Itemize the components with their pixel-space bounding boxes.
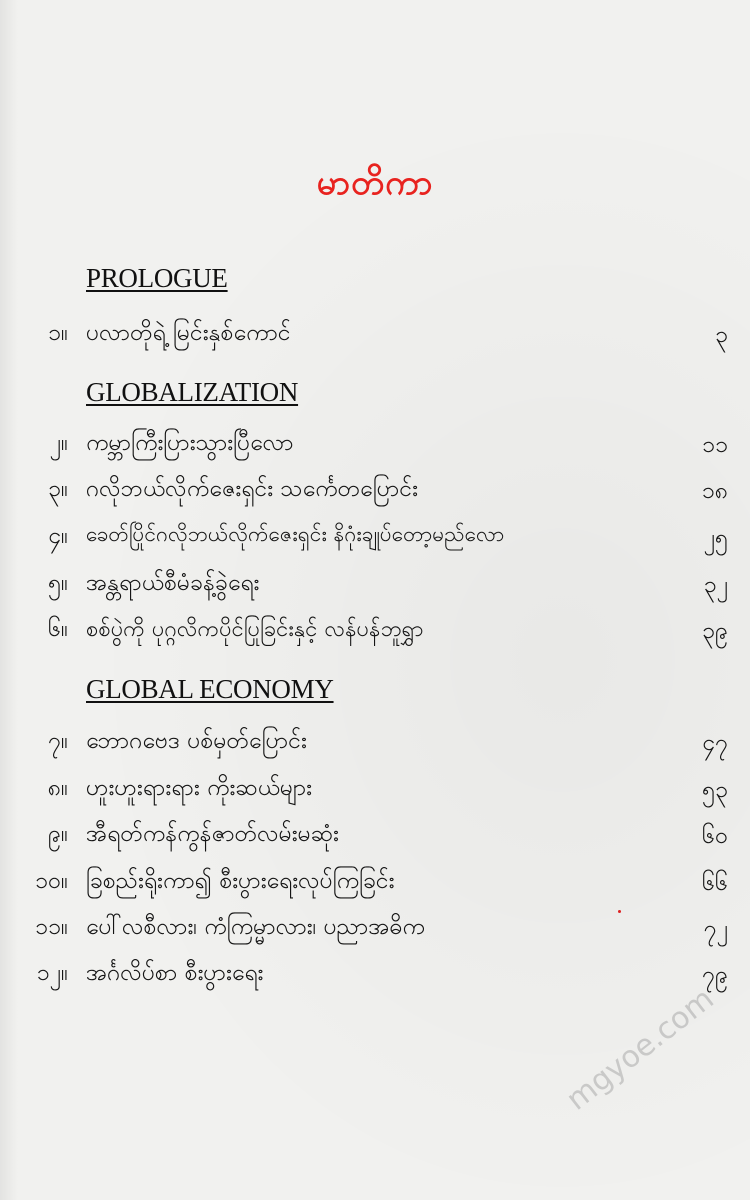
entry-title: အီရတ်ကန်ကွန်ဇာတ်လမ်းမဆုံး xyxy=(86,821,339,847)
entry-title: ဂလိုဘယ်လိုက်ဇေးရှင်း သင်္ကေတပြောင်း xyxy=(86,476,418,502)
ink-speck xyxy=(618,910,621,913)
toc-entry[interactable] xyxy=(0,726,750,770)
entry-page-number: ၁၁ xyxy=(702,432,728,458)
entry-title: ပလာတိုရဲ့ မြင်းနှစ်ကောင် xyxy=(86,320,291,346)
entry-number: ၉။ xyxy=(48,821,68,847)
entry-page-number: ၇၉ xyxy=(702,962,728,988)
entry-number: ၄။ xyxy=(48,523,68,549)
entry-title: ကမ္ဘာကြီးပြားသွားပြီလော xyxy=(86,430,294,456)
entry-page-number: ၃ xyxy=(715,322,728,348)
entry-title: ခြစည်းရိုးကာ၍ စီးပွားရေးလုပ်ကြခြင်း xyxy=(86,868,395,894)
entry-title: စစ်ပွဲကို ပုဂ္ဂလိကပိုင်ပြုခြင်းနှင့် လန်ပန်ဘူရွှာ xyxy=(86,617,424,642)
entry-number: ၃။ xyxy=(48,476,68,502)
entry-number: ၆။ xyxy=(48,616,68,642)
toc-entry[interactable] xyxy=(0,958,750,1002)
toc-entry[interactable] xyxy=(0,428,750,472)
entry-number: ၇။ xyxy=(48,728,68,754)
toc-entry[interactable] xyxy=(0,773,750,817)
toc-entry[interactable] xyxy=(0,614,750,658)
entry-page-number: ၆၀ xyxy=(702,823,728,849)
entry-page-number: ၁၈ xyxy=(701,478,728,504)
entry-page-number: ၇၂ xyxy=(703,916,728,942)
section-heading-global-economy: GLOBAL ECONOMY xyxy=(86,674,334,704)
toc-entry[interactable] xyxy=(0,318,750,362)
entry-title: ခေတ်ပြိုင်ဂလိုဘယ်လိုက်ဇေးရှင်း နိဂုံးချုပ်တော့မည်လော xyxy=(86,522,505,546)
entry-number: ၁။ xyxy=(48,320,68,346)
toc-entry[interactable] xyxy=(0,521,750,565)
toc-entry[interactable] xyxy=(0,866,750,910)
entry-title: ဘောဂဗေဒ ပစ်မှတ်ပြောင်း xyxy=(86,728,307,754)
toc-entry[interactable] xyxy=(0,568,750,612)
entry-page-number: ၄၇ xyxy=(702,730,728,756)
toc-entry[interactable] xyxy=(0,819,750,863)
page-title: မာတိကာ xyxy=(316,163,434,203)
section-heading-globalization: GLOBALIZATION xyxy=(86,377,299,407)
watermark: mgyoe.com xyxy=(560,981,721,1118)
entry-number: ၁၁။ xyxy=(35,914,68,940)
entry-page-number: ၃၉ xyxy=(702,618,728,644)
section-heading-prologue: PROLOGUE xyxy=(86,263,228,293)
entry-number: ၅။ xyxy=(48,570,68,596)
toc-entry[interactable] xyxy=(0,912,750,956)
entry-page-number: ၆၆ xyxy=(702,870,728,896)
entry-title: အင်္ဂလိပ်စာ စီးပွားရေး xyxy=(86,960,264,986)
entry-number: ၈။ xyxy=(47,775,68,801)
entry-title: အန္တရာယ်စီမံခန့်ခွဲရေး xyxy=(86,570,260,596)
toc-entry[interactable] xyxy=(0,474,750,518)
entry-number: ၂။ xyxy=(49,430,68,456)
entry-page-number: ၅၃ xyxy=(702,777,728,803)
entry-number: ၁၀။ xyxy=(35,868,68,894)
entry-page-number: ၂၅ xyxy=(703,525,728,551)
entry-number: ၁၂။ xyxy=(36,960,68,986)
entry-title: ပေါ်လစီလား၊ ကံကြမ္မာလား၊ ပညာအဓိက xyxy=(86,914,425,940)
entry-title: ဟူးဟူးရားရား ကိုးဆယ်များ xyxy=(86,775,312,801)
entry-page-number: ၃၂ xyxy=(703,572,728,598)
